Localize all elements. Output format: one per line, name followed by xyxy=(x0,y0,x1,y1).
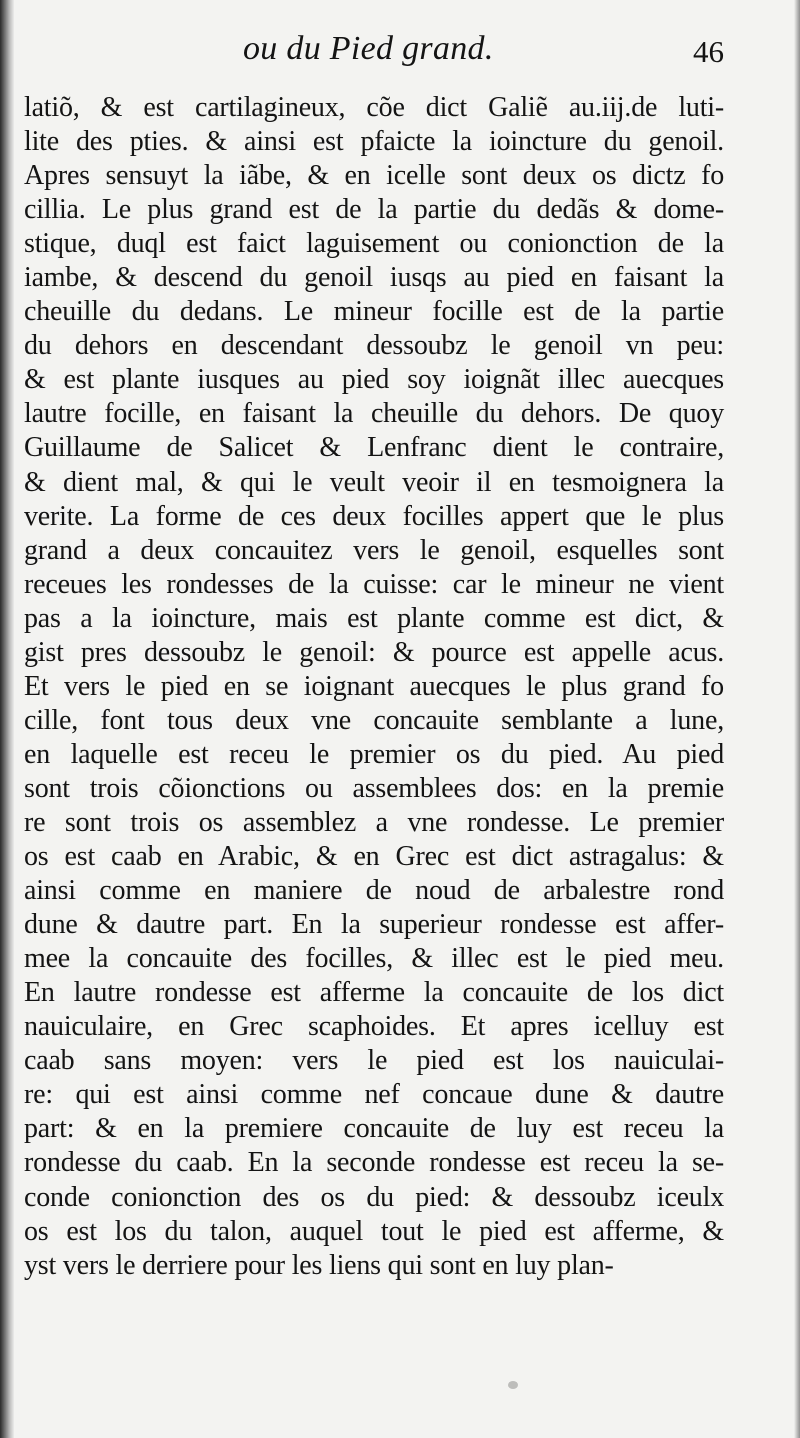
text-line: rondesse du caab. En la seconde rondesse est receu la se- xyxy=(24,1147,724,1179)
text-line: gist pres dessoubz le genoil: & pource est appelle acus. xyxy=(24,636,724,668)
text-line: cheuille du dedans. Le mineur focille est de la partie xyxy=(24,296,724,328)
text-line: lite des pties. & ainsi est pfaicte la ioincture du genoil. xyxy=(24,126,724,158)
text-line: verite. La forme de ces deux focilles appert que le plus xyxy=(24,500,724,532)
text-line: ainsi comme en maniere de noud de arbalestre rond xyxy=(24,875,724,907)
page-edge-shadow xyxy=(794,0,800,1438)
text-line: os est los du talon, auquel tout le pied est afferme, & xyxy=(24,1215,724,1247)
text-line: cille, font tous deux vne concauite semblante a lune, xyxy=(24,704,724,736)
running-title: ou du Pied grand. xyxy=(243,30,494,67)
text-line: dune & dautre part. En la superieur rondesse est affer- xyxy=(24,909,724,941)
text-line: part: & en la premiere concauite de luy est receu la xyxy=(24,1113,724,1145)
text-line: sont trois cõionctions ou assemblees dos: en la premie xyxy=(24,772,724,804)
page-number: 46 xyxy=(693,34,724,69)
text-line: conde conionction des os du pied: & dessoubz iceulx xyxy=(24,1181,724,1213)
text-line: du dehors en descendant dessoubz le genoil vn peu: xyxy=(24,330,724,362)
body-text xyxy=(24,91,724,1283)
text-line: & est plante iusques au pied soy ioignãt illec auecques xyxy=(24,364,724,396)
text-line: grand a deux concauitez vers le genoil, esquelles sont xyxy=(24,534,724,566)
text-line: lautre focille, en faisant la cheuille du dehors. De quoy xyxy=(24,398,724,430)
text-line: stique, duql est faict laguisement ou conionction de la xyxy=(24,228,724,260)
text-line: Guillaume de Salicet & Lenfranc dient le contraire, xyxy=(24,432,724,464)
text-line: nauiculaire, en Grec scaphoides. Et apres icelluy est xyxy=(24,1011,724,1043)
text-line: en laquelle est receu le premier os du pied. Au pied xyxy=(24,738,724,770)
text-line: yst vers le derriere pour les liens qui sont en luy plan- xyxy=(24,1249,614,1281)
text-line: En lautre rondesse est afferme la concauite de los dict xyxy=(24,977,724,1009)
text-line: re: qui est ainsi comme nef concaue dune & dautre xyxy=(24,1079,724,1111)
text-line: pas a la ioincture, mais est plante comme est dict, & xyxy=(24,602,724,634)
page-header xyxy=(0,20,800,80)
page-gutter-shadow xyxy=(0,0,14,1438)
text-line: mee la concauite des focilles, & illec est le pied meu. xyxy=(24,943,724,975)
text-line: & dient mal, & qui le veult veoir il en tesmoignera la xyxy=(24,466,724,498)
text-line: iambe, & descend du genoil iusqs au pied en faisant la xyxy=(24,262,724,294)
text-line: re sont trois os assemblez a vne rondesse. Le premier xyxy=(24,806,724,838)
ink-speck xyxy=(508,1381,518,1389)
text-line: Et vers le pied en se ioignant auecques le plus grand fo xyxy=(24,670,724,702)
text-line: Apres sensuyt la iãbe, & en icelle sont deux os dictz fo xyxy=(24,160,724,192)
text-line: latiõ, & est cartilagineux, cõe dict Galiẽ au.iij.de luti- xyxy=(24,92,724,123)
text-line: os est caab en Arabic, & en Grec est dict astragalus: & xyxy=(24,841,724,873)
text-line: cillia. Le plus grand est de la partie du dedãs & dome- xyxy=(24,194,724,226)
text-line: caab sans moyen: vers le pied est los nauiculai- xyxy=(24,1045,724,1077)
text-line: receues les rondesses de la cuisse: car le mineur ne vient xyxy=(24,568,724,600)
